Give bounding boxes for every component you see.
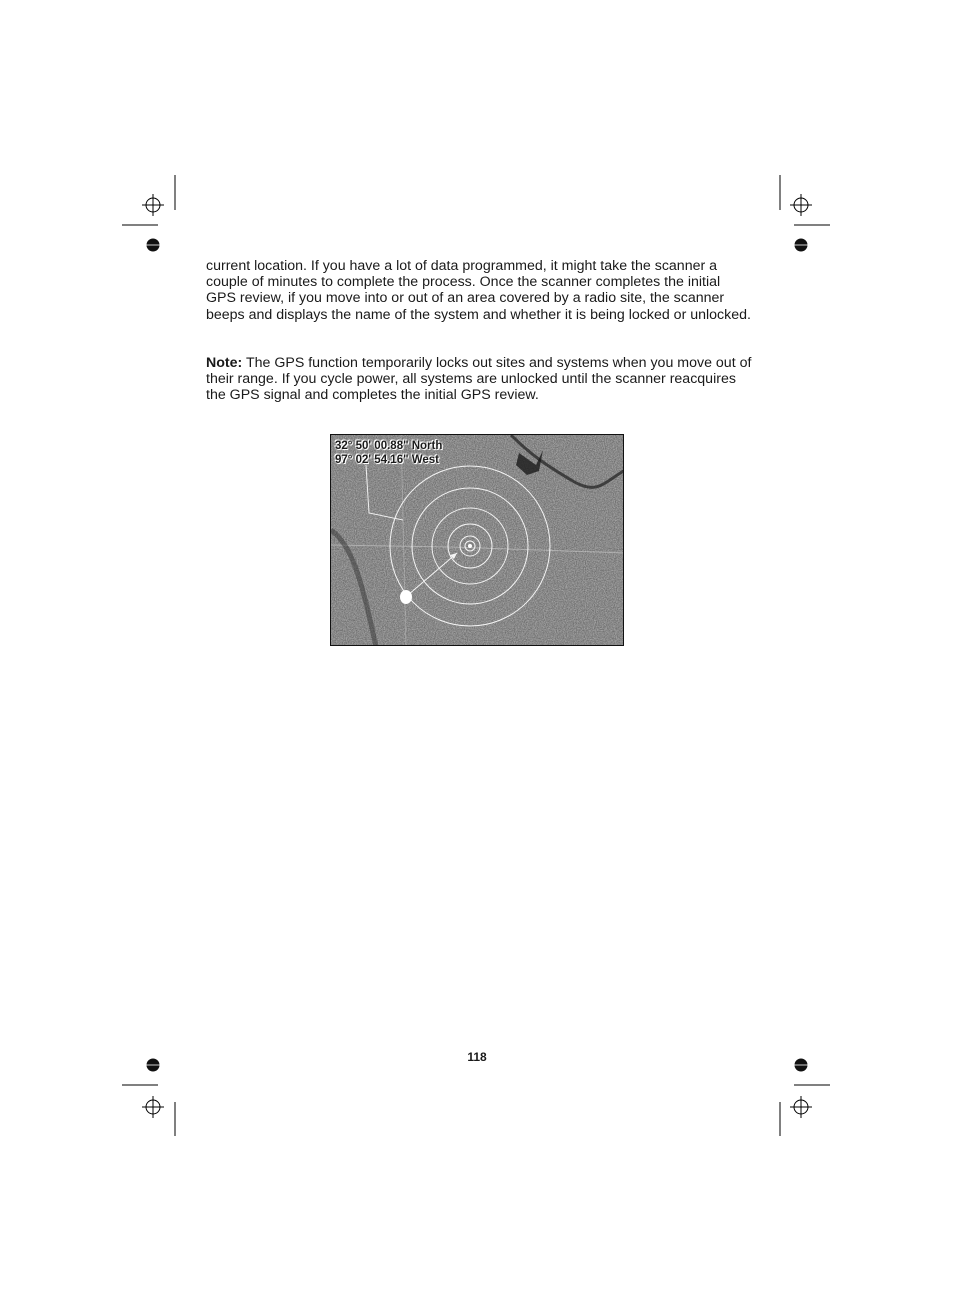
location-dot — [400, 590, 412, 604]
paragraph-gps-review: current location. If you have a lot of data programmed, it might take the scanner a couple of minutes to complete the process. Once the scanner completes the initial GPS review, if you move into or out of an area covered by a radio site, the scanner beeps and displays the name of the system and whether it is being locked or unlocked. — [206, 258, 751, 323]
crop-mark-top-left — [118, 172, 180, 256]
crop-mark-bottom-right — [776, 1054, 838, 1140]
latitude-label: 32° 50' 00.88" North — [335, 440, 443, 452]
crop-mark-bottom-left — [118, 1054, 180, 1140]
gps-map-image — [330, 434, 624, 646]
note-text: The GPS function temporarily locks out sites and systems when you move out of their range. If you cycle power, all systems are unlocked until the scanner reacquires the GPS signal and completes the initial GPS review. — [206, 355, 752, 404]
page-number: 118 — [467, 1050, 487, 1064]
longitude-label: 97° 02' 54.16" West — [335, 454, 439, 466]
crop-mark-top-right — [776, 172, 838, 256]
note-paragraph — [206, 355, 754, 404]
note-label: Note: — [206, 355, 243, 371]
gps-coordinates — [335, 439, 442, 467]
center-marker — [468, 544, 472, 548]
